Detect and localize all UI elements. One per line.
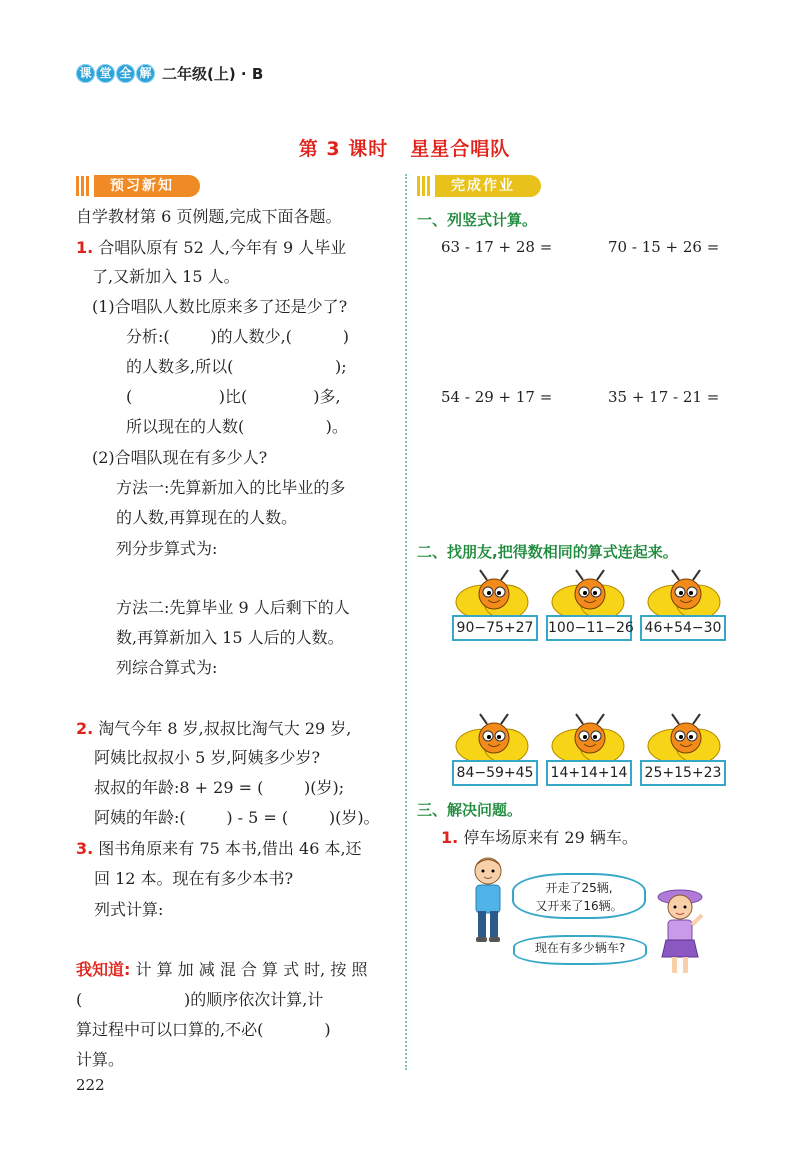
section-preview-title: 预习新知 xyxy=(94,175,200,197)
bee-icon xyxy=(552,714,624,763)
logo-char: 解 xyxy=(136,64,155,83)
q2-line1: 2. 淘气今年 8 岁,叔叔比淘气大 29 岁, xyxy=(76,719,352,738)
q1-method1-c: 列分步算式为: xyxy=(116,539,218,558)
bee-icon xyxy=(648,714,720,763)
part3-q1-number: 1. xyxy=(441,828,459,847)
know-line4: 计算。 xyxy=(76,1050,125,1069)
expr-3: 54 - 29 + 17 = xyxy=(441,388,553,406)
column-divider xyxy=(405,174,407,1070)
match-bottom-1[interactable]: 84−59+45 xyxy=(452,760,538,786)
section-preview xyxy=(76,175,200,197)
q1-line2: 了,又新加入 15 人。 xyxy=(92,267,240,286)
section-homework xyxy=(417,175,541,197)
expr-1: 63 - 17 + 28 = xyxy=(441,238,553,256)
intro-text: 自学教材第 6 页例题,完成下面各题。 xyxy=(76,207,342,226)
expr-2: 70 - 15 + 26 = xyxy=(608,238,720,256)
q1-number: 1. xyxy=(76,238,94,257)
speech-bubble-girl: 现在有多少辆车? xyxy=(513,935,647,965)
q1-part2: (2)合唱队现在有多少人? xyxy=(92,448,268,467)
bee-illustrations-bottom xyxy=(452,712,728,764)
book-logo xyxy=(76,64,156,83)
girl-icon xyxy=(652,885,708,980)
book-header xyxy=(76,63,263,84)
section-homework-title: 完成作业 xyxy=(435,175,541,197)
q2-line4: 阿姨的年龄:( ) - 5 = ( )(岁)。 xyxy=(94,808,380,827)
q1-analysis-3: ( )比( )多, xyxy=(126,387,341,406)
know-line1: 我知道: 计 算 加 减 混 合 算 式 时, 按 照 xyxy=(76,960,368,979)
q1-method2-c: 列综合算式为: xyxy=(116,658,218,677)
expr-4: 35 + 17 - 21 = xyxy=(608,388,720,406)
bee-icon xyxy=(456,714,528,763)
bee-icon xyxy=(552,570,624,619)
lesson-name: 星星合唱队 xyxy=(410,138,511,160)
q1-analysis-4: 所以现在的人数( )。 xyxy=(126,417,348,436)
match-top-3[interactable]: 46+54−30 xyxy=(640,615,726,641)
q3-line1: 3. 图书角原来有 75 本书,借出 46 本,还 xyxy=(76,839,362,858)
bubble-boy-line1: 开走了25辆, xyxy=(545,881,613,895)
match-bottom-3[interactable]: 25+15+23 xyxy=(640,760,726,786)
match-top-1[interactable]: 90−75+27 xyxy=(452,615,538,641)
q3-line2: 回 12 本。现在有多少本书? xyxy=(94,869,294,888)
know-line3: 算过程中可以口算的,不必( ) xyxy=(76,1020,331,1039)
page-number: 222 xyxy=(76,1076,105,1094)
q2-line3: 叔叔的年龄:8 + 29 = ( )(岁); xyxy=(94,778,345,797)
boy-icon xyxy=(466,855,510,945)
speech-bubble-boy xyxy=(512,873,646,919)
q1-analysis-2: 的人数多,所以( ); xyxy=(126,357,347,376)
part3-q1: 1. 停车场原来有 29 辆车。 xyxy=(441,828,638,847)
know-label: 我知道: xyxy=(76,960,131,979)
match-top-2[interactable]: 100−11−26 xyxy=(546,615,632,641)
q1-method1-a: 方法一:先算新加入的比毕业的多 xyxy=(116,478,346,497)
q1-part1: (1)合唱队人数比原来多了还是少了? xyxy=(92,297,348,316)
q2-number: 2. xyxy=(76,719,94,738)
lesson-title xyxy=(0,134,809,161)
q1-analysis-1: 分析:( )的人数少,( ) xyxy=(126,327,349,346)
logo-char: 堂 xyxy=(96,64,115,83)
grade-label: 二年级(上) · B xyxy=(162,65,264,83)
q3-line3: 列式计算: xyxy=(94,900,164,919)
logo-char: 全 xyxy=(116,64,135,83)
part1-heading: 一、列竖式计算。 xyxy=(417,211,538,229)
part3-heading: 三、解决问题。 xyxy=(417,801,523,819)
bee-icon xyxy=(648,570,720,619)
logo-char: 课 xyxy=(76,64,95,83)
part2-heading: 二、找朋友,把得数相同的算式连起来。 xyxy=(417,543,678,561)
bee-illustrations-top xyxy=(452,568,728,620)
q2-line2: 阿姨比叔叔小 5 岁,阿姨多少岁? xyxy=(94,748,321,767)
know-line2: ( )的顺序依次计算,计 xyxy=(76,990,324,1009)
q1-method1-b: 的人数,再算现在的人数。 xyxy=(116,508,298,527)
q1-method2-a: 方法二:先算毕业 9 人后剩下的人 xyxy=(116,598,350,617)
match-bottom-2[interactable]: 14+14+14 xyxy=(546,760,632,786)
q1-line1: 1. 合唱队原有 52 人,今年有 9 人毕业 xyxy=(76,238,347,257)
q3-number: 3. xyxy=(76,839,94,858)
bubble-boy-line2: 又开来了16辆。 xyxy=(535,899,623,913)
lesson-number: 第 3 课时 xyxy=(298,138,389,160)
q1-method2-b: 数,再算新加入 15 人后的人数。 xyxy=(116,628,344,647)
bee-icon xyxy=(456,570,528,619)
